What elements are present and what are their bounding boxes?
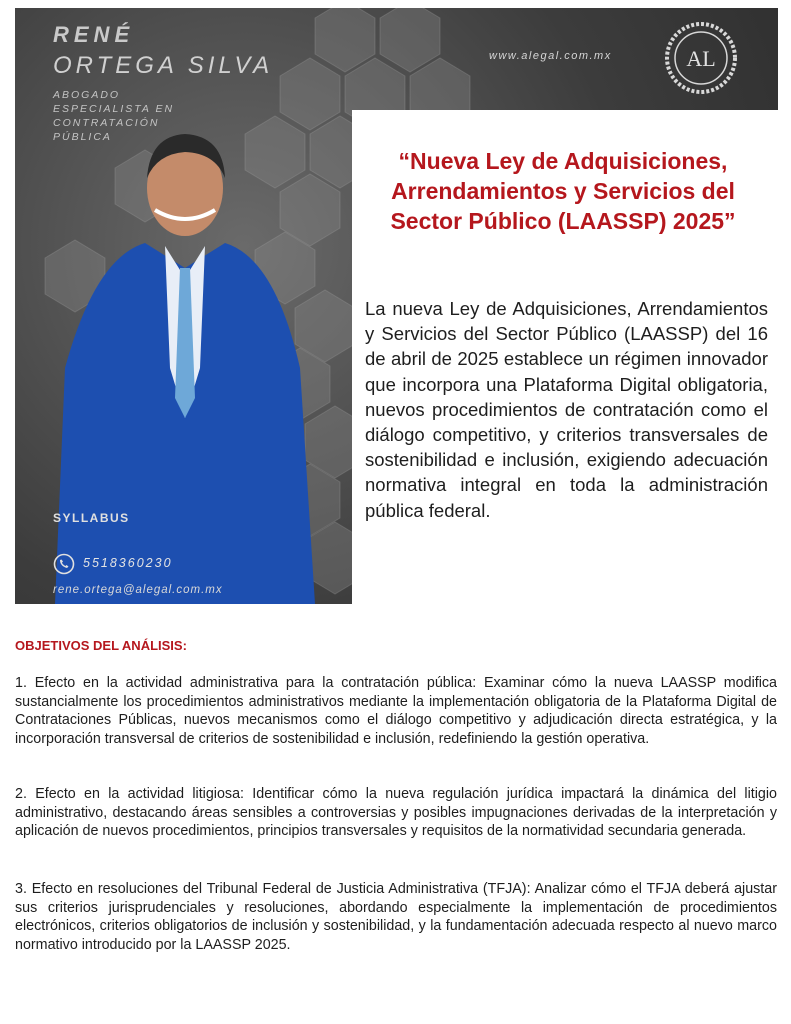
phone-number: 5518360230 — [83, 556, 173, 570]
portrait-photo — [35, 118, 335, 604]
seal-logo — [663, 20, 739, 96]
objective-item: 1. Efecto en la actividad administrativa para la contratación pública: Examinar cómo la nueva LAASSP modifica sustancialmente los procedimientos administrativos mediante la implementación obligatoria de la Plataforma Digital de Contrataciones Públicas, nuevos mecanismos como el diálogo competitivo y adjudicación directa estratégica, y la incorporación transversal de criterios de sostenibilidad e inclusión, redefiniendo la gestión operativa. — [15, 675, 777, 747]
whatsapp-icon — [53, 553, 75, 575]
syllabus-logo: SYLLABUS — [53, 511, 130, 525]
objective-item: 2. Efecto en la actividad litigiosa: Identificar cómo la nueva regulación jurídica impactará la dinámica del litigio administrativo, destacando áreas sensibles a controversias y posibles impugnaciones derivadas de la interpretación y aplicación de nuevos procedimientos, principios transversales y requisitos de la normatividad secundaria generada. — [15, 786, 777, 839]
logo-letters: AL — [686, 46, 716, 71]
objective-item: 3. Efecto en resoluciones del Tribunal Federal de Justicia Administrativa (TFJA): Analizar cómo el TFJA deberá ajustar sus criterios jurisprudenciales y resoluciones, abordando especialmente la implementación de procedimientos electrónicos, criterios obligatorios de inclusión y sostenibilidad, y la fundamentación adecuada respecto al nuevo marco normativo introducido por la LAASSP 2025. — [15, 881, 777, 953]
author-last-name: ORTEGA SILVA — [53, 52, 274, 79]
article-title: “Nueva Ley de Adquisiciones, Arrendamientos y Servicios del Sector Público (LAASSP) 2025” — [390, 148, 736, 234]
email-address[interactable]: rene.ortega@alegal.com.mx — [53, 584, 223, 596]
article-summary: La nueva Ley de Adquisiciones, Arrendamientos y Servicios del Sector Público (LAASSP) del 16 de abril de 2025 establece un régimen innovador que incorpora una Plataforma Digital obligatoria, nuevos procedimientos de contratación como el diálogo competitivo, y criterios transversales de sostenibilidad e inclusión, exigiendo adecuación normativa integral en toda la administración pública federal. — [365, 298, 768, 521]
website-link[interactable]: www.alegal.com.mx — [489, 50, 612, 62]
author-first-name: RENÉ — [53, 22, 135, 47]
objectives-heading: OBJETIVOS DEL ANÁLISIS: — [15, 638, 187, 653]
author-subtitle: ABOGADO ESPECIALISTA EN CONTRATACIÓN PÚBLICA — [53, 89, 175, 143]
